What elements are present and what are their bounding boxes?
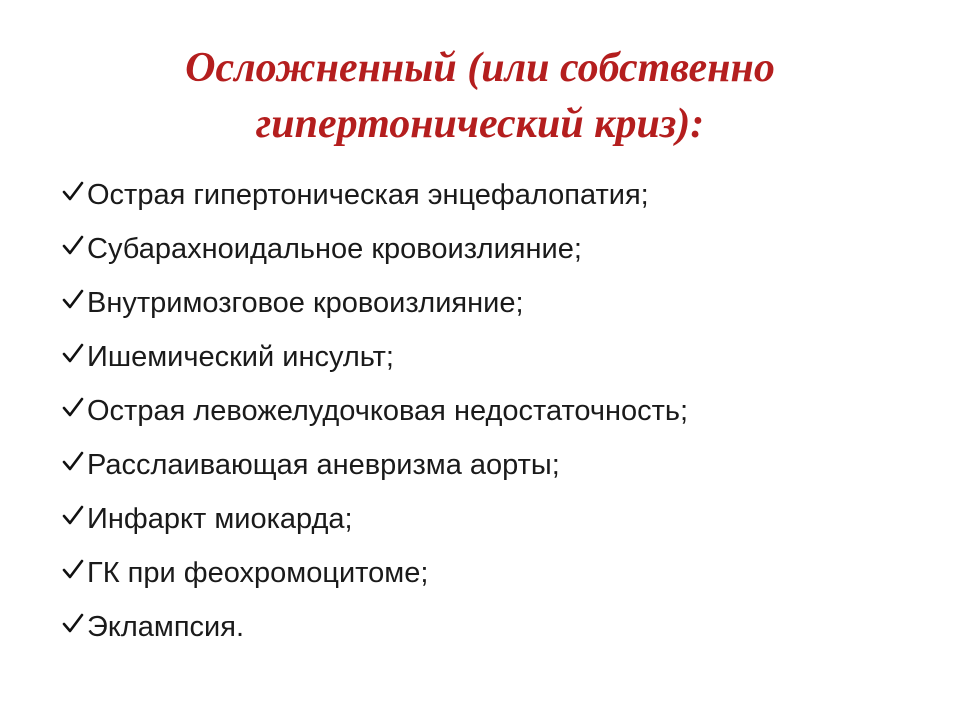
check-icon xyxy=(62,450,84,472)
check-icon xyxy=(62,234,84,256)
list-item xyxy=(62,276,922,330)
list-item-text: Инфаркт миокарда; xyxy=(87,503,353,535)
slide-title-line-1: Осложненный (или собственно xyxy=(185,45,775,91)
list-item xyxy=(62,600,922,654)
bullet-list xyxy=(62,168,922,654)
list-item-text: Острая гипертоническая энцефалопатия; xyxy=(87,179,649,211)
list-item-text: Острая левожелудочковая недостаточность; xyxy=(87,395,689,427)
check-icon xyxy=(62,342,84,364)
check-icon xyxy=(62,558,84,580)
list-item-text: Эклампсия. xyxy=(87,611,245,643)
list-item xyxy=(62,492,922,546)
list-item xyxy=(62,330,922,384)
list-item xyxy=(62,168,922,222)
check-icon xyxy=(62,612,84,634)
list-item xyxy=(62,384,922,438)
list-item xyxy=(62,546,922,600)
list-item-text: Расслаивающая аневризма аорты; xyxy=(87,449,560,481)
slide-title xyxy=(100,40,860,152)
list-item xyxy=(62,222,922,276)
slide-title-line-2: гипертонический криз): xyxy=(255,101,705,147)
check-icon xyxy=(62,180,84,202)
list-item-text: Ишемический инсульт; xyxy=(87,341,394,373)
check-icon xyxy=(62,288,84,310)
list-item-text: Субарахноидальное кровоизлияние; xyxy=(87,233,582,265)
list-item-text: Внутримозговое кровоизлияние; xyxy=(87,287,524,319)
list-item-text: ГК при феохромоцитоме; xyxy=(87,557,429,589)
list-item xyxy=(62,438,922,492)
check-icon xyxy=(62,504,84,526)
check-icon xyxy=(62,396,84,418)
